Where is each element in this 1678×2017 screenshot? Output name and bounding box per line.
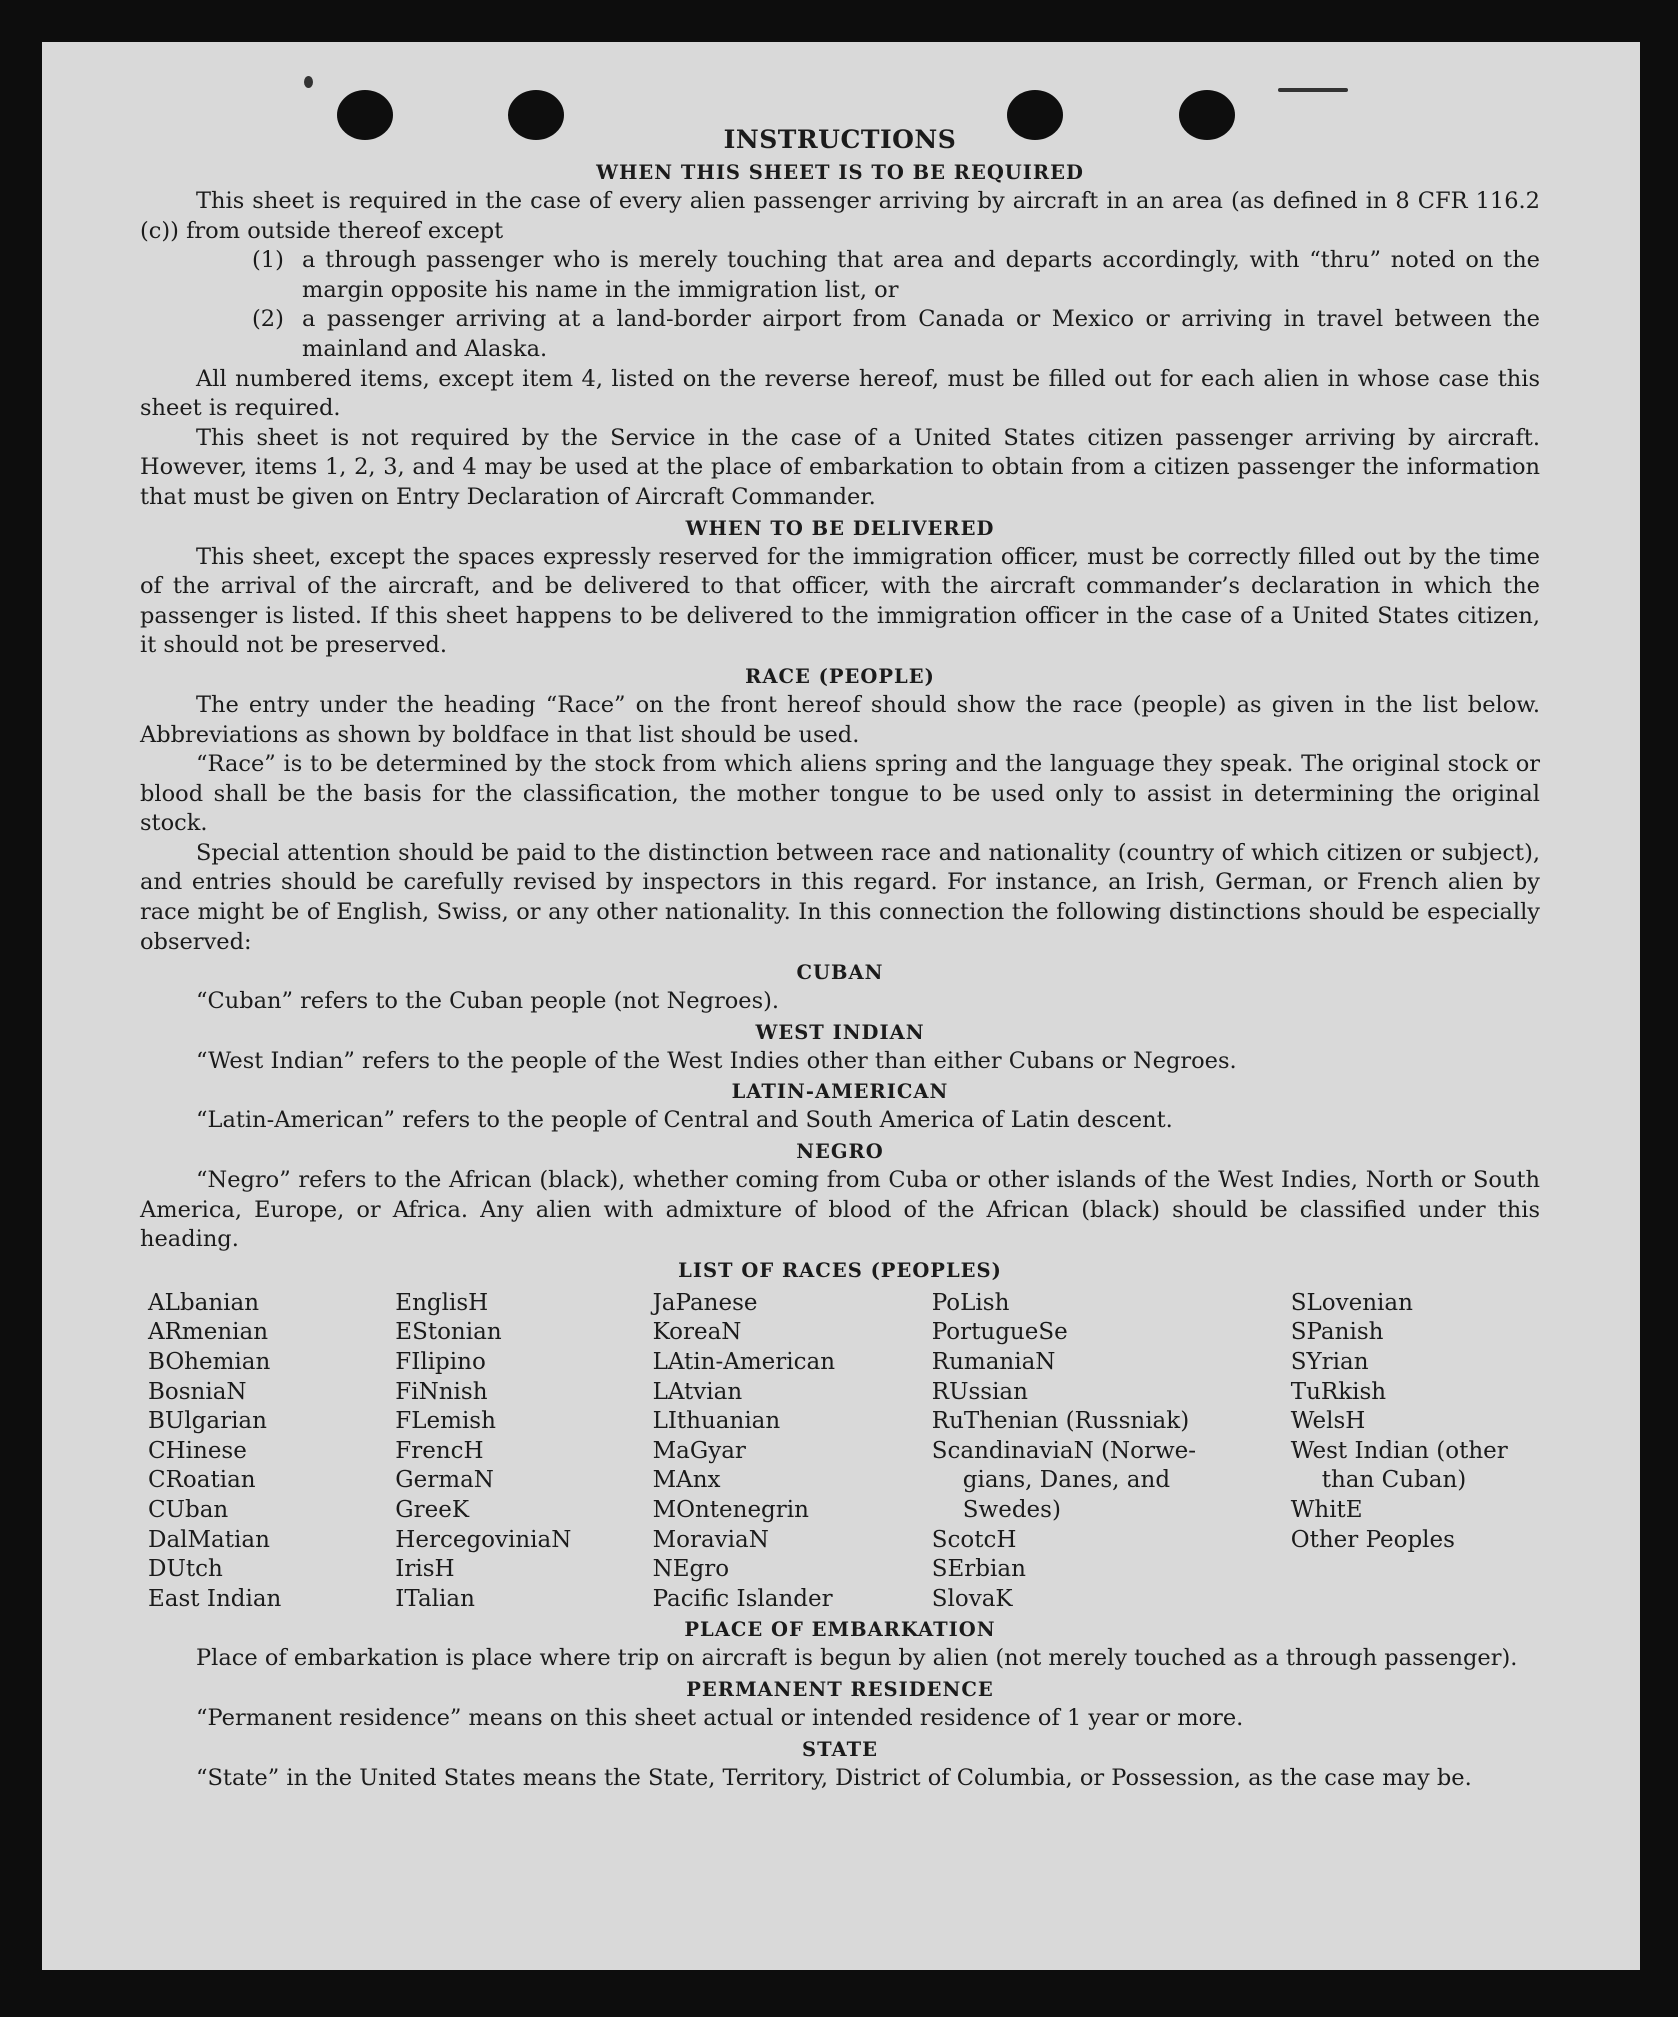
race-entry: MaGyar (652, 1437, 746, 1464)
ink-mark (1278, 88, 1348, 92)
section-heading: WHEN THIS SHEET IS TO BE REQUIRED (596, 161, 1084, 184)
race-entry: SLovenian (1290, 1289, 1413, 1316)
race-entry: MoraviaN (652, 1526, 769, 1553)
race-entry: SYrian (1290, 1349, 1369, 1375)
numbered-item (252, 305, 1540, 364)
race-entry: KoreaN (652, 1319, 742, 1346)
section-heading: LIST OF RACES (PEOPLES) (678, 1258, 1002, 1282)
race-entry: FLemish (395, 1408, 496, 1435)
section-heading: RACE (PEOPLE) (745, 664, 935, 688)
race-entry: MOntenegrin (652, 1496, 809, 1523)
race-entry: GreeK (395, 1496, 470, 1523)
race-entry: RumaniaN (931, 1349, 1056, 1375)
section-heading: CUBAN (796, 961, 884, 985)
paragraph: Place of embarkation is place where trip on aircraft is begun by alien (not merely touched as a through passenger). (196, 1645, 1518, 1672)
ink-mark (304, 76, 313, 88)
section-heading: NEGRO (796, 1140, 884, 1164)
race-entry: Other Peoples (1290, 1526, 1455, 1553)
section-heading: STATE (802, 1737, 878, 1761)
item-text: a passenger arriving at a land-border airport from Canada or Mexico or arriving in travel between the mainland and Alaska. (302, 306, 1540, 362)
race-entry: LAtvian (652, 1378, 743, 1405)
item-text: a through passenger who is merely touching that area and departs accordingly, with “thru” noted on the margin opposite his name in the immigration list, or (302, 247, 1540, 303)
race-entry: CRoatian (148, 1467, 256, 1494)
race-column (395, 1289, 652, 1615)
race-entry: FIlipino (395, 1349, 486, 1375)
race-entry: NEgro (652, 1556, 730, 1583)
paragraph: “West Indian” refers to the people of the West Indies other than either Cubans or Negroes. (196, 1047, 1237, 1074)
race-entry: IrisH (395, 1556, 455, 1583)
race-entry: FrencH (395, 1437, 484, 1464)
race-entry: ScotcH (931, 1526, 1017, 1553)
race-entry: PoLish (931, 1289, 1010, 1316)
race-entry: FiNnish (395, 1378, 488, 1405)
race-entry: RuThenian (Russniak) (931, 1408, 1190, 1435)
race-entry: SlovaK (931, 1585, 1013, 1612)
race-column (148, 1289, 395, 1615)
paragraph: This sheet is not required by the Service in the case of a United States citizen passenger arriving by aircraft. However, items 1, 2, 3, and 4 may be used at the place of embarkation to obtain from a citizen passenger the information that must be given on Entry Declaration of Aircraft Commander. (140, 424, 1540, 510)
paragraph: “Latin-American” refers to the people of Central and South America of Latin descent. (196, 1107, 1173, 1134)
race-entry: TuRkish (1290, 1378, 1387, 1405)
paragraph: “Negro” refers to the African (black), whether coming from Cuba or other islands of the West Indies, North or South America, Europe, or Africa. Any alien with admixture of blood of the African (black) should be classified under this heading. (140, 1167, 1540, 1253)
item-number: (1) (252, 247, 284, 274)
race-entry: CHinese (148, 1437, 247, 1464)
paragraph: This sheet, except the spaces expressly reserved for the immigration officer, must be correctly filled out by the time of the arrival of the aircraft, and be delivered to that officer, with the aircraft commander’s declaration in which the passenger is listed. If this sheet happens to be delivered to the immigration officer in the case of a United States citizen, it should not be preserved. (140, 543, 1540, 659)
race-entry: LIthuanian (652, 1408, 781, 1435)
race-entry: WelsH (1290, 1408, 1366, 1435)
race-column (653, 1289, 932, 1615)
race-entry: BUlgarian (148, 1408, 267, 1435)
paragraph: The entry under the heading “Race” on the front hereof should show the race (people) as given in the list below. Abbreviations as shown by boldface in that list should be used. (140, 691, 1540, 748)
race-column (932, 1289, 1291, 1615)
race-entry: ITalian (395, 1585, 475, 1612)
race-entry: BOhemian (148, 1349, 271, 1375)
paragraph: This sheet is required in the case of every alien passenger arriving by aircraft in an area (as defined in 8 CFR 116.2 (c)) from outside thereof except (140, 188, 1540, 244)
race-entry: West Indian (other (1290, 1437, 1508, 1464)
race-entry: EnglisH (395, 1289, 489, 1316)
paragraph: All numbered items, except item 4, listed on the reverse hereof, must be filled out for each alien in whose case this sheet is required. (140, 365, 1540, 422)
race-entry: than Cuban) (1321, 1467, 1467, 1494)
race-entry: CUban (148, 1496, 229, 1523)
race-entry: DalMatian (148, 1526, 270, 1553)
section-heading: WHEN TO BE DELIVERED (685, 516, 995, 540)
race-entry: HercegoviniaN (395, 1526, 572, 1553)
section-heading: LATIN-AMERICAN (731, 1080, 949, 1104)
race-entry: gians, Danes, and (962, 1467, 1171, 1494)
race-entry: RUssian (931, 1378, 1028, 1405)
race-entry: East Indian (148, 1585, 282, 1612)
section-heading: PERMANENT RESIDENCE (686, 1677, 994, 1701)
race-entry: SErbian (931, 1556, 1026, 1583)
race-entry: GermaN (395, 1467, 494, 1494)
race-entry: EStonian (395, 1319, 502, 1346)
paragraph: “Permanent residence” means on this sheet actual or intended residence of 1 year or more. (196, 1704, 1244, 1731)
race-entry: BosniaN (148, 1378, 247, 1405)
race-column (1291, 1289, 1540, 1615)
race-entry: ScandinaviaN (Norwe- (931, 1437, 1197, 1464)
race-entry: DUtch (148, 1556, 223, 1583)
item-number: (2) (252, 306, 284, 333)
race-entry: MAnx (652, 1467, 721, 1494)
race-entry: PortugueSe (931, 1319, 1068, 1346)
document-page (42, 42, 1640, 1970)
race-entry: ARmenian (148, 1319, 269, 1346)
paragraph: Special attention should be paid to the distinction between race and nationality (country of which citizen or subject), and entries should be carefully revised by inspectors in this regard. For instance, an Irish, German, or French alien by race might be of English, Swiss, or any other nationality. In this connection the following distinctions should be especially observed: (140, 839, 1540, 955)
race-entry: Pacific Islander (652, 1585, 833, 1612)
section-heading: PLACE OF EMBARKATION (684, 1618, 996, 1642)
page-title: INSTRUCTIONS (723, 125, 957, 154)
race-entry: SPanish (1290, 1319, 1384, 1346)
race-entry: JaPanese (652, 1289, 758, 1316)
race-entry: ALbanian (148, 1289, 260, 1316)
race-entry: Swedes) (962, 1496, 1061, 1523)
instructions-body (140, 123, 1540, 1793)
section-heading: WEST INDIAN (755, 1020, 925, 1044)
paragraph: “Race” is to be determined by the stock from which aliens spring and the language they speak. The original stock or blood shall be the basis for the classification, the mother tongue to be used only to assist in determining the original stock. (140, 751, 1540, 837)
numbered-item (252, 246, 1540, 305)
race-entry: LAtin-American (652, 1349, 836, 1375)
paragraph: “Cuban” refers to the Cuban people (not Negroes). (196, 988, 780, 1015)
race-list (148, 1289, 1540, 1615)
paragraph: “State” in the United States means the State, Territory, District of Columbia, or Possession, as the case may be. (196, 1764, 1472, 1791)
race-entry: WhitE (1290, 1496, 1363, 1523)
